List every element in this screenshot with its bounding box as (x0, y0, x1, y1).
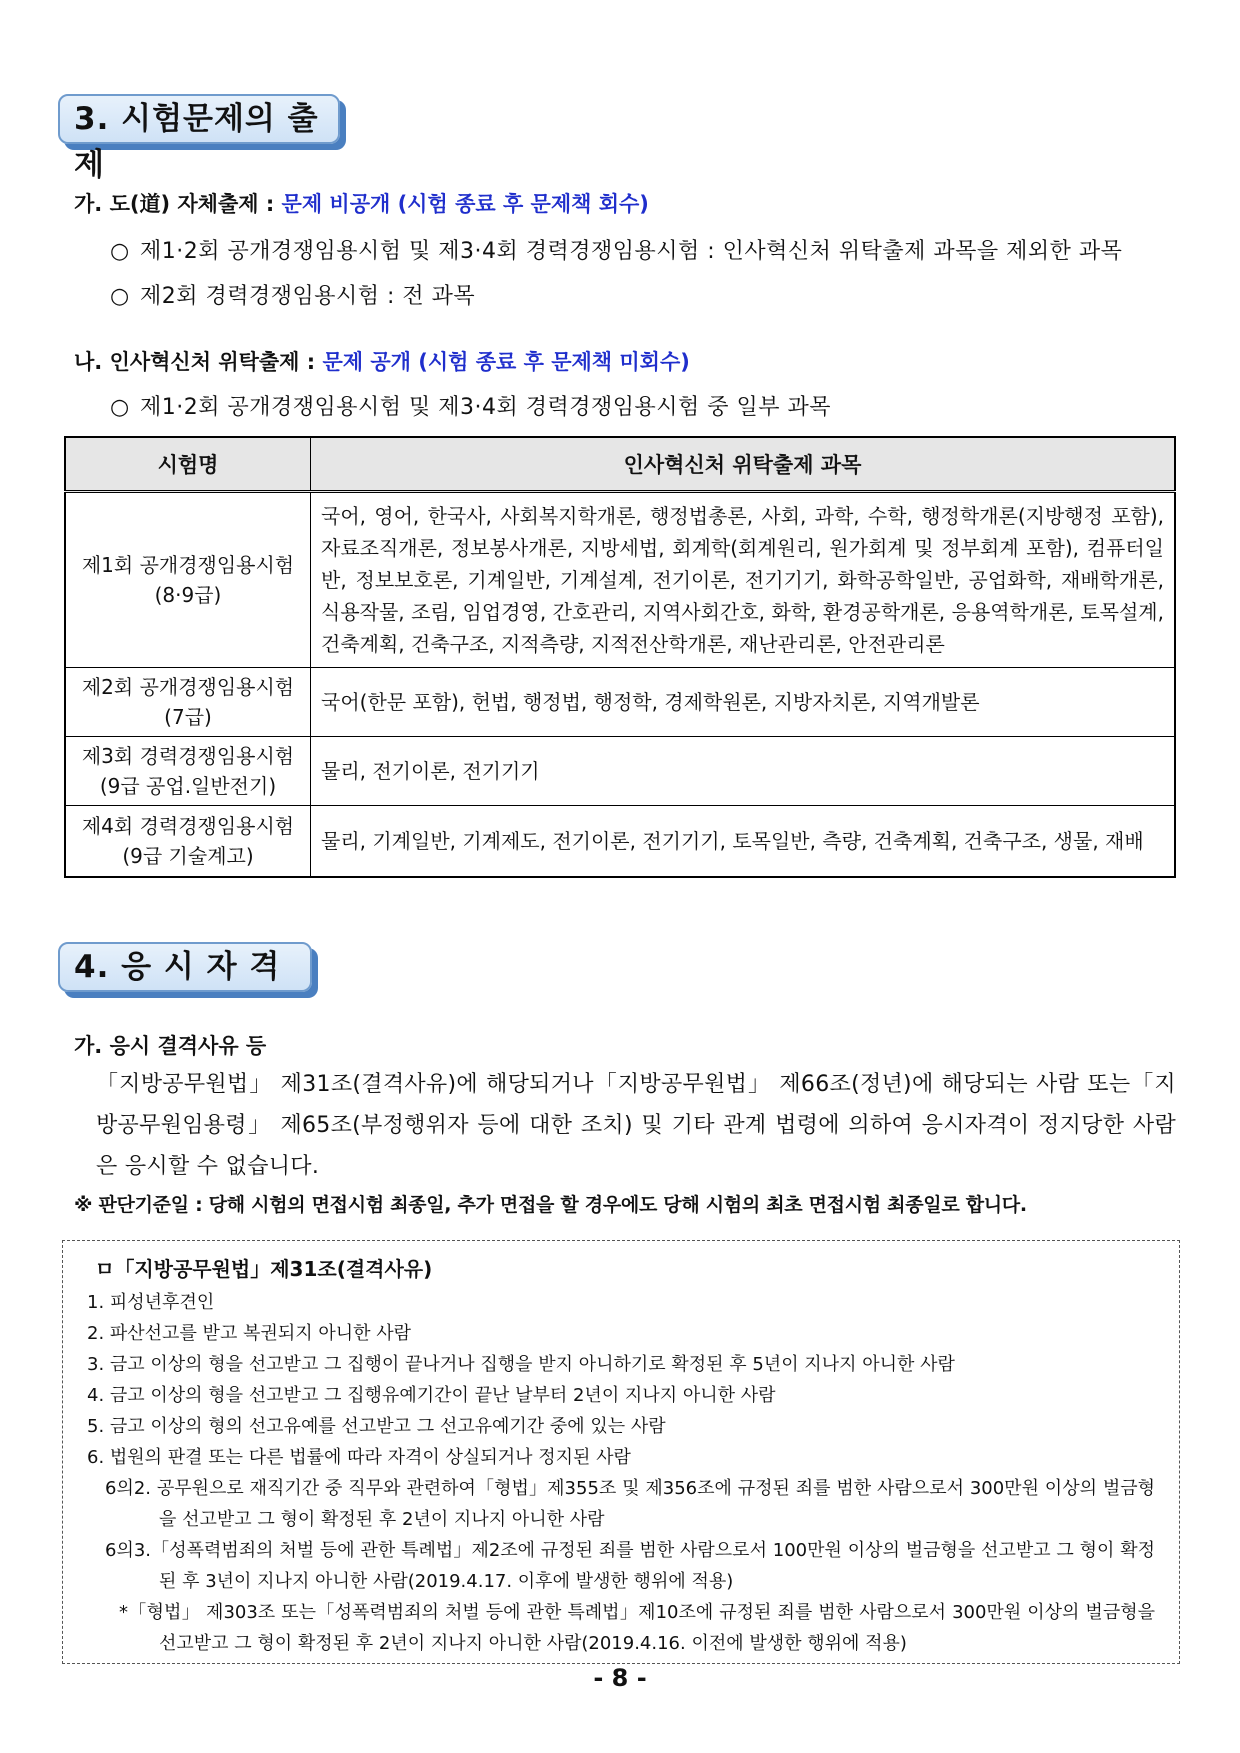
law-item: 1. 피성년후견인 (87, 1292, 215, 1313)
reference-date-note: ※ 판단기준일 : 당해 시험의 면접시험 최종일, 추가 면접을 할 경우에도 당해 시험의 최초 면접시험 최종일로 합니다. (74, 1194, 1027, 1216)
bullet-item (110, 279, 475, 310)
exam-name-cell (65, 737, 311, 806)
law-item: 6. 법원의 판결 또는 다른 법률에 따라 자격이 상실되거나 정지된 사람 (87, 1447, 631, 1468)
section-4-subhead-ga: 가. 응시 결격사유 등 (74, 1034, 267, 1058)
section-3-title: 3. 시험문제의 출제 (58, 94, 340, 144)
page-number: - 8 - (593, 1664, 647, 1692)
exam-grade: (7급) (164, 705, 212, 729)
law-box-title: ㅁ「지방공무원법」제31조(결격사유) (95, 1257, 433, 1281)
bullet-text: 제1·2회 공개경쟁임용시험 및 제3·4회 경력경쟁임용시험 : 인사혁신처 위탁출제 과목을 제외한 과목 (140, 239, 1123, 264)
bullet-text: 제1·2회 공개경쟁임용시험 및 제3·4회 경력경쟁임용시험 중 일부 과목 (140, 395, 831, 420)
exam-name: 제4회 경력경쟁임용시험 (81, 814, 295, 838)
eligibility-paragraph: 「지방공무원법」 제31조(결격사유)에 해당되거나「지방공무원법」 제66조(정년)에 해당되는 사람 또는「지방공무원임용령」 제65조(부정행위자 등에 대한 조치) 및 기타 관계 법령에 의하여 응시자격이 정지당한 사람은 응시할 수 없습니다. (96, 1072, 1176, 1179)
section-4-title: 4. 응 시 자 격 (58, 942, 312, 992)
column-header-subjects: 인사혁신처 위탁출제 과목 (311, 437, 1176, 492)
law-item: 6의3.「성폭력범죄의 처벌 등에 관한 특례법」제2조에 규정된 죄를 범한 사람으로서 100만원 이상의 벌금형을 선고받고 그 형이 확정된 후 3년이 지나지 아니한 사람(2019.4.17. 이후에 발생한 행위에 적용) (105, 1540, 1155, 1592)
subhead-note: 문제 비공개 (시험 종료 후 문제책 회수) (281, 192, 649, 216)
table-row (65, 737, 1175, 806)
law-item: 5. 금고 이상의 형의 선고유예를 선고받고 그 선고유예기간 중에 있는 사람 (87, 1416, 666, 1437)
table-row (65, 806, 1175, 878)
exam-name-cell (65, 668, 311, 737)
subjects-cell: 물리, 기계일반, 기계제도, 전기이론, 전기기기, 토목일반, 측량, 건축계획, 건축구조, 생물, 재배 (311, 806, 1176, 878)
exam-name: 제1회 공개경쟁임용시험 (81, 553, 295, 577)
subhead-note: 문제 공개 (시험 종료 후 문제책 미회수) (322, 350, 690, 374)
circle-bullet-icon: ○ (110, 239, 130, 264)
exam-name-cell (65, 806, 311, 878)
subjects-cell: 물리, 전기이론, 전기기기 (311, 737, 1176, 806)
subhead-label: 나. 인사혁신처 위탁출제 : (74, 350, 323, 374)
law-item: 6의2. 공무원으로 재직기간 중 직무와 관련하여「형법」제355조 및 제356조에 규정된 죄를 범한 사람으로서 300만원 이상의 벌금형을 선고받고 그 형이 확정된 후 2년이 지나지 아니한 사람 (105, 1478, 1155, 1530)
exam-grade: (8·9급) (154, 583, 222, 607)
section-3-subhead-na (74, 346, 690, 376)
subjects-cell: 국어(한문 포함), 헌법, 행정법, 행정학, 경제학원론, 지방자치론, 지역개발론 (311, 668, 1176, 737)
law-star-note: *「형법」 제303조 또는「성폭력범죄의 처벌 등에 관한 특례법」제10조에 규정된 죄를 범한 사람으로서 300만원 이상의 벌금형을 선고받고 그 형이 확정된 후 2년이 지나지 아니한 사람(2019.4.16. 이전에 발생한 행위에 적용) (119, 1602, 1155, 1654)
exam-grade: (9급 공업.일반전기) (99, 774, 277, 798)
law-item: 3. 금고 이상의 형을 선고받고 그 집행이 끝나거나 집행을 받지 아니하기로 확정된 후 5년이 지나지 아니한 사람 (87, 1354, 955, 1375)
law-article-box (62, 1240, 1180, 1664)
subjects-cell: 국어, 영어, 한국사, 사회복지학개론, 행정법총론, 사회, 과학, 수학, 행정학개론(지방행정 포함), 자료조직개론, 정보봉사개론, 지방세법, 회계학(회계원리, 원가회계 및 정부회계 포함), 컴퓨터일반, 정보보호론, 기계일반, 기계설계, 전기이론, 전기기기, 화학공학일반, 공업화학, 재배학개론, 식용작물, 조림, 임업경영, 간호관리, 지역사회간호, 화학, 환경공학개론, 응용역학개론, 토목설계, 건축계획, 건축구조, 지적측량, 지적전산학개론, 재난관리론, 안전관리론 (311, 492, 1176, 668)
section-3-subhead-ga (74, 188, 649, 218)
circle-bullet-icon: ○ (110, 284, 130, 309)
exam-name-cell (65, 492, 311, 668)
bullet-item (110, 234, 1122, 265)
law-item: 2. 파산선고를 받고 복권되지 아니한 사람 (87, 1323, 411, 1344)
bullet-item (110, 390, 831, 421)
subhead-label: 가. 도(道) 자체출제 : (74, 192, 282, 216)
circle-bullet-icon: ○ (110, 395, 130, 420)
exam-name: 제2회 공개경쟁임용시험 (81, 675, 295, 699)
subjects-table (64, 436, 1176, 878)
table-row (65, 492, 1175, 668)
table-row (65, 668, 1175, 737)
bullet-text: 제2회 경력경쟁임용시험 : 전 과목 (140, 284, 476, 309)
law-item: 4. 금고 이상의 형을 선고받고 그 집행유예기간이 끝난 날부터 2년이 지나지 아니한 사람 (87, 1385, 776, 1406)
table-header-row (65, 437, 1175, 492)
exam-grade: (9급 기술계고) (122, 844, 254, 868)
column-header-exam: 시험명 (65, 437, 311, 492)
exam-name: 제3회 경력경쟁임용시험 (81, 744, 295, 768)
